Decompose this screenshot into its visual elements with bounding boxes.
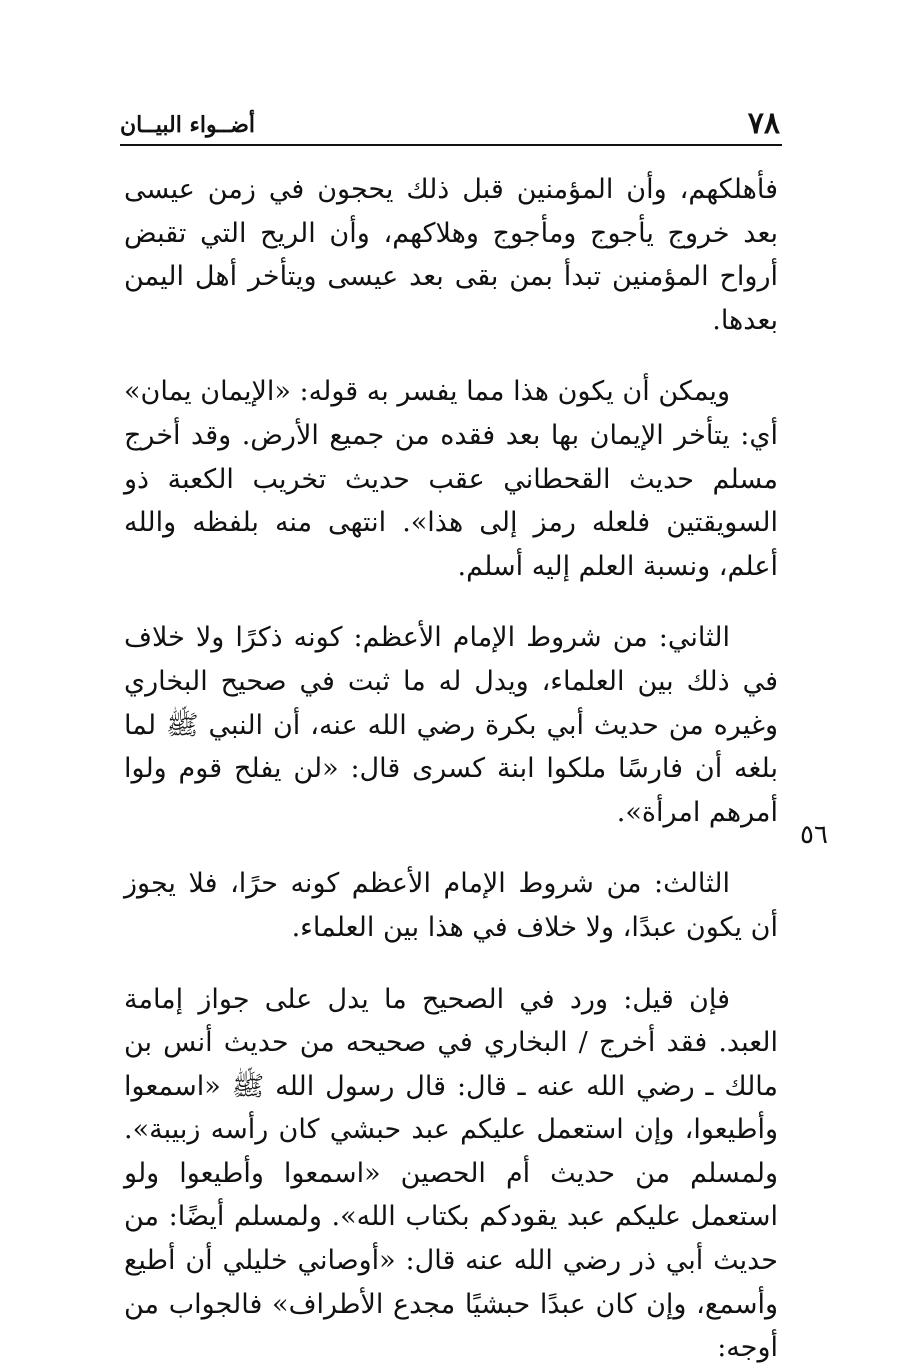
paragraph: الثالث: من شروط الإمام الأعظم كونه حرًا، فلا يجوز أن يكون عبدًا، ولا خلاف في هذا بين العلماء. — [124, 868, 778, 943]
margin-page-reference: ٥٦ — [800, 820, 828, 850]
running-title: أضــواء البيــان — [120, 112, 256, 138]
paragraph: الثاني: من شروط الإمام الأعظم: كونه ذكرًا ولا خلاف في ذلك بين العلماء، ويدل له ما ثبت في صحيح البخاري وغيره من حديث أبي بكرة رضي الله عنه، أن النبي ﷺ لما بلغه أن فارسًا ملكوا ابنة كسرى قال: «لن يفلح قوم ولوا أمرهم امرأة». — [124, 622, 778, 828]
header-divider — [120, 144, 782, 146]
paragraph: فإن قيل: ورد في الصحيح ما يدل على جواز إمامة العبد. فقد أخرج / البخاري في صحيحه من حديث أنس بن مالك ـ رضي الله عنه ـ قال: قال رسول الله ﷺ «اسمعوا وأطيعوا، وإن استعمل عليكم عبد حبشي كان رأسه زبيبة». ولمسلم من حديث أم الحصين «اسمعوا وأطيعوا ولو استعمل عليكم عبد يقودكم بكتاب الله». ولمسلم أيضًا: من حديث أبي ذر رضي الله عنه قال: «أوصاني خليلي أن أطيع وأسمع، وإن كان عبدًا حبشيًا مجدع الأطراف» فالجواب من أوجه: — [124, 983, 778, 1364]
page-number: ٧٨ — [747, 106, 780, 141]
paragraph: ويمكن أن يكون هذا مما يفسر به قوله: «الإيمان يمان» أي: يتأخر الإيمان بها بعد فقده من جميع الأرض. وقد أخرج مسلم حديث القحطاني عقب حديث تخريب الكعبة ذو السويقتين فلعله رمز إلى هذا». انتهى منه بلفظه والله أعلم، ونسبة العلم إليه أسلم. — [124, 376, 778, 582]
paragraph: فأهلكهم، وأن المؤمنين قبل ذلك يحجون في زمن عيسى بعد خروج يأجوج ومأجوج وهلاكهم، وأن الريح التي تقبض أرواح المؤمنين تبدأ بمن بقى بعد عيسى ويتأخر أهل اليمن بعدها. — [124, 174, 778, 336]
page-header — [120, 106, 780, 146]
body-text — [124, 168, 778, 1370]
